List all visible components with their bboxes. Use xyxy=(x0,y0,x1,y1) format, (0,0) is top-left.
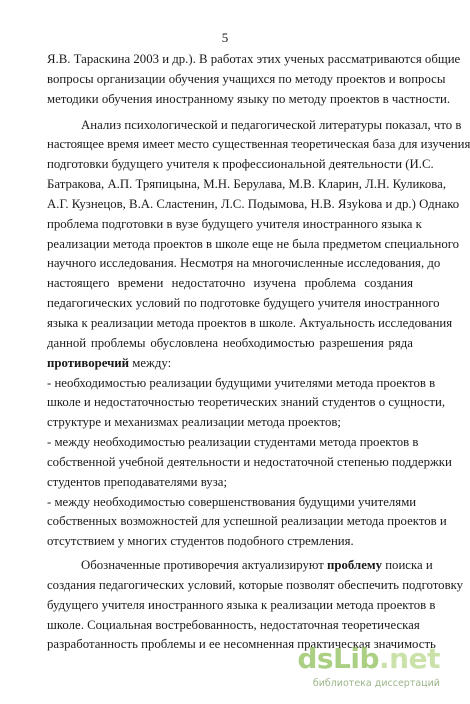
page-number: 5 xyxy=(221,30,229,45)
text-line xyxy=(47,354,413,374)
list-item-line: школе и недостаточностью теоретических знаний студентов о сущности, xyxy=(47,395,446,410)
text-fragment: поиска и xyxy=(385,558,433,573)
text-line: школе. Социальная востребованность, недостаточная теоретическая xyxy=(47,617,420,632)
text-line: А.Г. Кузнецов, В.А. Сластенин, Л.С. Подымова, Н.В. Язykова и др.) Однако xyxy=(47,196,460,211)
text-line: вопросы организации обучения учащихся по методу проектов и вопросы xyxy=(47,71,446,86)
text-line: языка к реализации метода проектов в школе. Актуальность исследования xyxy=(47,315,453,330)
bold-term-contradictions: противоречий xyxy=(47,355,130,370)
list-item-line: структуре и механизмах реализации метода проектов; xyxy=(47,415,341,430)
list-item-line: отсутствием у многих студентов подобного стремления. xyxy=(47,534,354,549)
list-item-line: собственной учебной деятельности и недостаточной степенью поддержки xyxy=(47,454,452,469)
list-item-line: - между необходимостью совершенствования будущими учителями xyxy=(47,494,417,509)
list-item-line: - необходимостью реализации будущими учителями метода проектов в xyxy=(47,375,436,390)
list-item-line: студентов преподавателями вуза; xyxy=(47,474,227,489)
text-fragment: Обозначенные противоречия актуализируют xyxy=(81,558,328,573)
text-line: Я.В. Тараскина 2003 и др.). В работах этих ученых рассматриваются общие xyxy=(47,52,461,66)
text-line: настоящее время имеет место существенная теоретическая база для изучения xyxy=(47,137,470,152)
text-line: создания педагогических условий, которые позволят обеспечить подготовку xyxy=(47,577,464,592)
text-line: научного исследования. Несмотря на многочисленные исследования, до xyxy=(47,256,441,271)
text-line: Анализ психологической и педагогической литературы показал, что в xyxy=(81,117,462,132)
text-line: разработанность проблемы и ее несомненная практическая значимость xyxy=(47,637,436,652)
text-line: данной проблемы обусловлена необходимостью разрешения ряда xyxy=(47,335,413,350)
text-line xyxy=(47,556,433,576)
list-item-line: собственных возможностей для успешной реализации метода проектов и xyxy=(47,514,447,529)
text-line: методики обучения иностранному языку по методу проектов в частности. xyxy=(47,91,451,106)
text-line: педагогических условий по подготовке будущего учителя иностранного xyxy=(47,296,440,311)
text-line: настоящего времени недостаточно изучена проблема создания xyxy=(47,276,413,291)
text-line: реализации метода проектов в школе еще не была предметом специального xyxy=(47,236,460,251)
text-line: проблема подготовки в вузе будущего учителя иностранного языка к xyxy=(47,216,422,231)
body-text xyxy=(47,50,470,655)
text-line: будущего учителя иностранного языка к реализации метода проектов в xyxy=(47,597,436,612)
text-fragment: между: xyxy=(129,355,172,370)
watermark-tagline: библиотека диссертаций xyxy=(312,678,440,689)
watermark-logo: dsLib.net xyxy=(297,642,440,675)
bold-term-problem: проблему xyxy=(327,558,382,573)
list-item-line: - между необходимостью реализации студентами метода проектов в xyxy=(47,435,419,450)
text-line: Батракова, А.П. Тряпицына, М.Н. Берулава, М.В. Кларин, Л.Н. Куликова, xyxy=(47,177,447,192)
text-line: подготовки будущего учителя к профессиональной деятельности (И.С. xyxy=(47,157,434,172)
watermark xyxy=(297,642,440,696)
